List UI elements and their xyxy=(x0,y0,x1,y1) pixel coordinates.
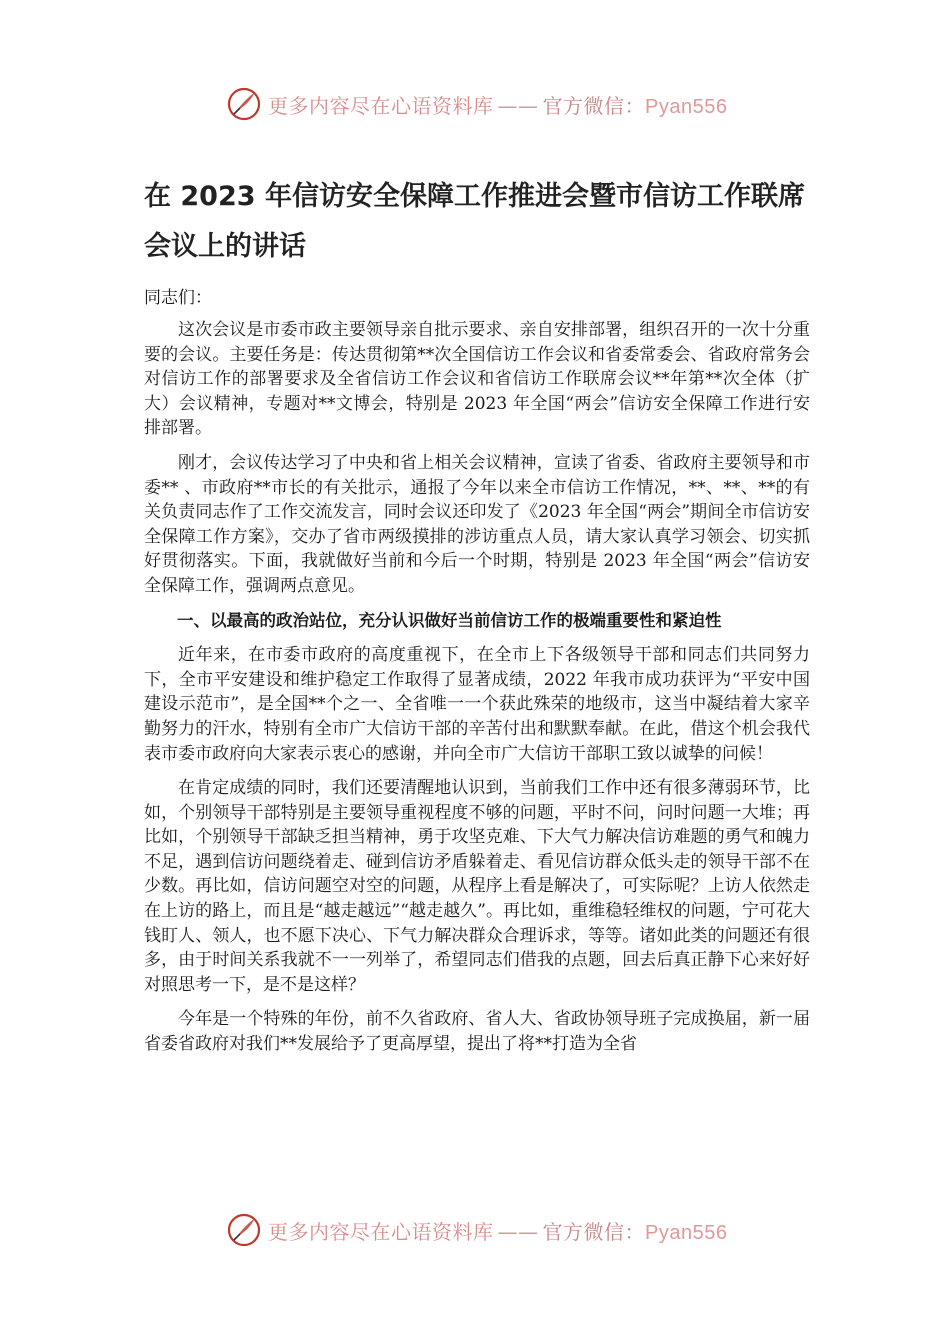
feather-pen-logo-icon xyxy=(226,86,262,122)
watermark-text: 更多内容尽在心语资料库 —— 官方微信：Pyan556 xyxy=(268,1219,728,1244)
document-body xyxy=(144,318,810,1067)
watermark-banner-bottom xyxy=(226,1210,746,1250)
watermark-banner-top xyxy=(226,84,746,124)
paragraph: 刚才，会议传达学习了中央和省上相关会议精神，宣读了省委、省政府主要领导和市委** 、市政府**市长的有关批示，通报了今年以来全市信访工作情况，**、**、**的有关负责同志作了工作交流发言，同时会议还印发了《2023 年全国“两会”期间全市信访安全保障工作方案》，交办了省市两级摸排的涉访重点人员，请大家认真学习领会、切实抓好贯彻落实。下面，我就做好当前和今后一个时期，特别是 2023 年全国“两会”信访安全保障工作，强调两点意见。 xyxy=(144,452,810,596)
salutation: 同志们： xyxy=(144,288,212,308)
paragraph: 这次会议是市委市政主要领导亲自批示要求、亲自安排部署，组织召开的一次十分重要的会议。主要任务是：传达贯彻第**次全国信访工作会议和省委常委会、省政府常务会对信访工作的部署要求及全省信访工作会议和省信访工作联席会议**年第**次全体（扩大）会议精神，专题对**文博会，特别是 2023 年全国“两会”信访安全保障工作进行安排部署。 xyxy=(144,320,810,439)
paragraph: 今年是一个特殊的年份，前不久省政府、省人大、省政协领导班子完成换届，新一届省委省政府对我们**发展给予了更高厚望，提出了将**打造为全省 xyxy=(144,1009,810,1055)
section-heading: 一、以最高的政治站位，充分认识做好当前信访工作的极端重要性和紧迫性 xyxy=(177,610,722,630)
paragraph: 近年来，在市委市政府的高度重视下，在全市上下各级领导干部和同志们共同努力下，全市平安建设和维护稳定工作取得了显著成绩，2022 年我市成功获评为“平安中国建设示范市”，是全国**个之一、全省唯一一个获此殊荣的地级市，这当中凝结着大家辛勤努力的汗水，特别有全市广大信访干部的辛苦付出和默默奉献。在此，借这个机会我代表市委市政府向大家表示衷心的感谢，并向全市广大信访干部职工致以诚挚的问候！ xyxy=(144,645,810,764)
document-title: 在 2023 年信访安全保障工作推进会暨市信访工作联席会议上的讲话 xyxy=(144,181,805,262)
watermark-text: 更多内容尽在心语资料库 —— 官方微信：Pyan556 xyxy=(268,93,728,118)
feather-pen-logo-icon xyxy=(226,1212,262,1248)
paragraph: 在肯定成绩的同时，我们还要清醒地认识到，当前我们工作中还有很多薄弱环节，比如，个别领导干部特别是主要领导重视程度不够的问题，平时不问，问时问题一大堆；再比如，个别领导干部缺乏担当精神，勇于攻坚克难、下大气力解决信访难题的勇气和魄力不足，遇到信访问题绕着走、碰到信访矛盾躲着走、看见信访群众低头走的领导干部不在少数。再比如，信访问题空对空的问题，从程序上看是解决了，可实际呢？上访人依然走在上访的路上，而且是“越走越远”“越走越久”。再比如，重维稳轻维权的问题，宁可花大钱盯人、领人，也不愿下决心、下气力解决群众合理诉求，等等。诸如此类的问题还有很多，由于时间关系我就不一一列举了，希望同志们借我的点题，回去后真正静下心来好好对照思考一下，是不是这样？ xyxy=(144,778,810,995)
